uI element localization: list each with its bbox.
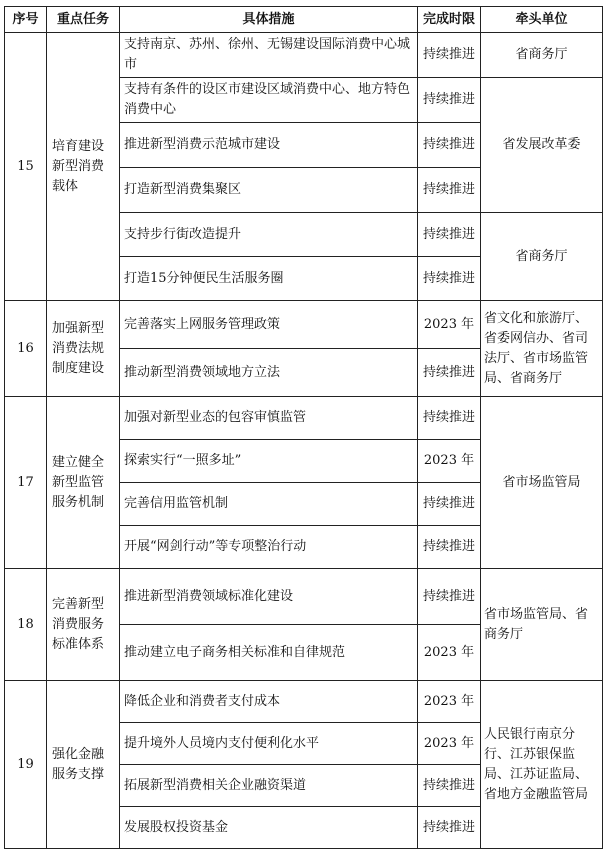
seq-cell: 16 [5, 301, 47, 397]
measure-cell: 降低企业和消费者支付成本 [120, 681, 418, 723]
time-cell: 持续推进 [418, 78, 481, 123]
time-cell: 持续推进 [418, 765, 481, 807]
seq-cell: 17 [5, 397, 47, 569]
measure-cell: 支持南京、苏州、徐州、无锡建设国际消费中心城市 [120, 33, 418, 78]
measure-cell: 加强对新型业态的包容审慎监管 [120, 397, 418, 440]
table-row [5, 569, 603, 625]
seq-cell: 18 [5, 569, 47, 681]
task-cell: 完善新型消费服务标准体系 [47, 569, 120, 681]
measure-cell: 支持步行街改造提升 [120, 213, 418, 257]
time-cell: 持续推进 [418, 569, 481, 625]
table-row [5, 681, 603, 723]
time-cell: 持续推进 [418, 397, 481, 440]
time-cell: 持续推进 [418, 33, 481, 78]
lead-cell: 省文化和旅游厅、省委网信办、省司法厅、省市场监管局、省商务厅 [481, 301, 603, 397]
measure-cell: 开展“网剑行动”等专项整治行动 [120, 526, 418, 569]
measure-cell: 推动新型消费领域地方立法 [120, 349, 418, 397]
time-cell: 持续推进 [418, 257, 481, 301]
seq-cell: 15 [5, 33, 47, 301]
task-cell: 建立健全新型监管服务机制 [47, 397, 120, 569]
header-row [5, 7, 603, 33]
time-cell: 持续推进 [418, 213, 481, 257]
header-lead: 牵头单位 [481, 7, 603, 33]
task-cell: 加强新型消费法规制度建设 [47, 301, 120, 397]
time-cell: 持续推进 [418, 349, 481, 397]
measure-cell: 提升境外人员境内支付便利化水平 [120, 723, 418, 765]
lead-cell: 省市场监管局 [481, 397, 603, 569]
time-cell: 持续推进 [418, 526, 481, 569]
task-cell: 培育建设新型消费载体 [47, 33, 120, 301]
lead-cell: 省发展改革委 [481, 78, 603, 213]
task-table [4, 6, 603, 849]
measure-cell: 打造15分钟便民生活服务圈 [120, 257, 418, 301]
header-seq: 序号 [5, 7, 47, 33]
measure-cell: 完善信用监管机制 [120, 483, 418, 526]
lead-cell: 人民银行南京分行、江苏银保监局、江苏证监局、省地方金融监管局 [481, 681, 603, 849]
seq-cell: 19 [5, 681, 47, 849]
measure-cell: 推动建立电子商务相关标准和自律规范 [120, 625, 418, 681]
time-cell: 2023 年 [418, 440, 481, 483]
time-cell: 2023 年 [418, 723, 481, 765]
measure-cell: 发展股权投资基金 [120, 807, 418, 849]
measure-cell: 支持有条件的设区市建设区域消费中心、地方特色消费中心 [120, 78, 418, 123]
lead-cell: 省商务厅 [481, 33, 603, 78]
time-cell: 持续推进 [418, 483, 481, 526]
table-row [5, 301, 603, 349]
measure-cell: 拓展新型消费相关企业融资渠道 [120, 765, 418, 807]
header-measure: 具体措施 [120, 7, 418, 33]
time-cell: 2023 年 [418, 301, 481, 349]
measure-cell: 推进新型消费领域标准化建设 [120, 569, 418, 625]
time-cell: 2023 年 [418, 681, 481, 723]
lead-cell: 省商务厅 [481, 213, 603, 301]
header-task: 重点任务 [47, 7, 120, 33]
lead-cell: 省市场监管局、省商务厅 [481, 569, 603, 681]
measure-cell: 推进新型消费示范城市建设 [120, 123, 418, 168]
header-time: 完成时限 [418, 7, 481, 33]
time-cell: 2023 年 [418, 625, 481, 681]
measure-cell: 打造新型消费集聚区 [120, 168, 418, 213]
measure-cell: 探索实行“一照多址” [120, 440, 418, 483]
time-cell: 持续推进 [418, 123, 481, 168]
table-row [5, 397, 603, 440]
time-cell: 持续推进 [418, 807, 481, 849]
task-cell: 强化金融服务支撑 [47, 681, 120, 849]
measure-cell: 完善落实上网服务管理政策 [120, 301, 418, 349]
time-cell: 持续推进 [418, 168, 481, 213]
table-row [5, 33, 603, 78]
